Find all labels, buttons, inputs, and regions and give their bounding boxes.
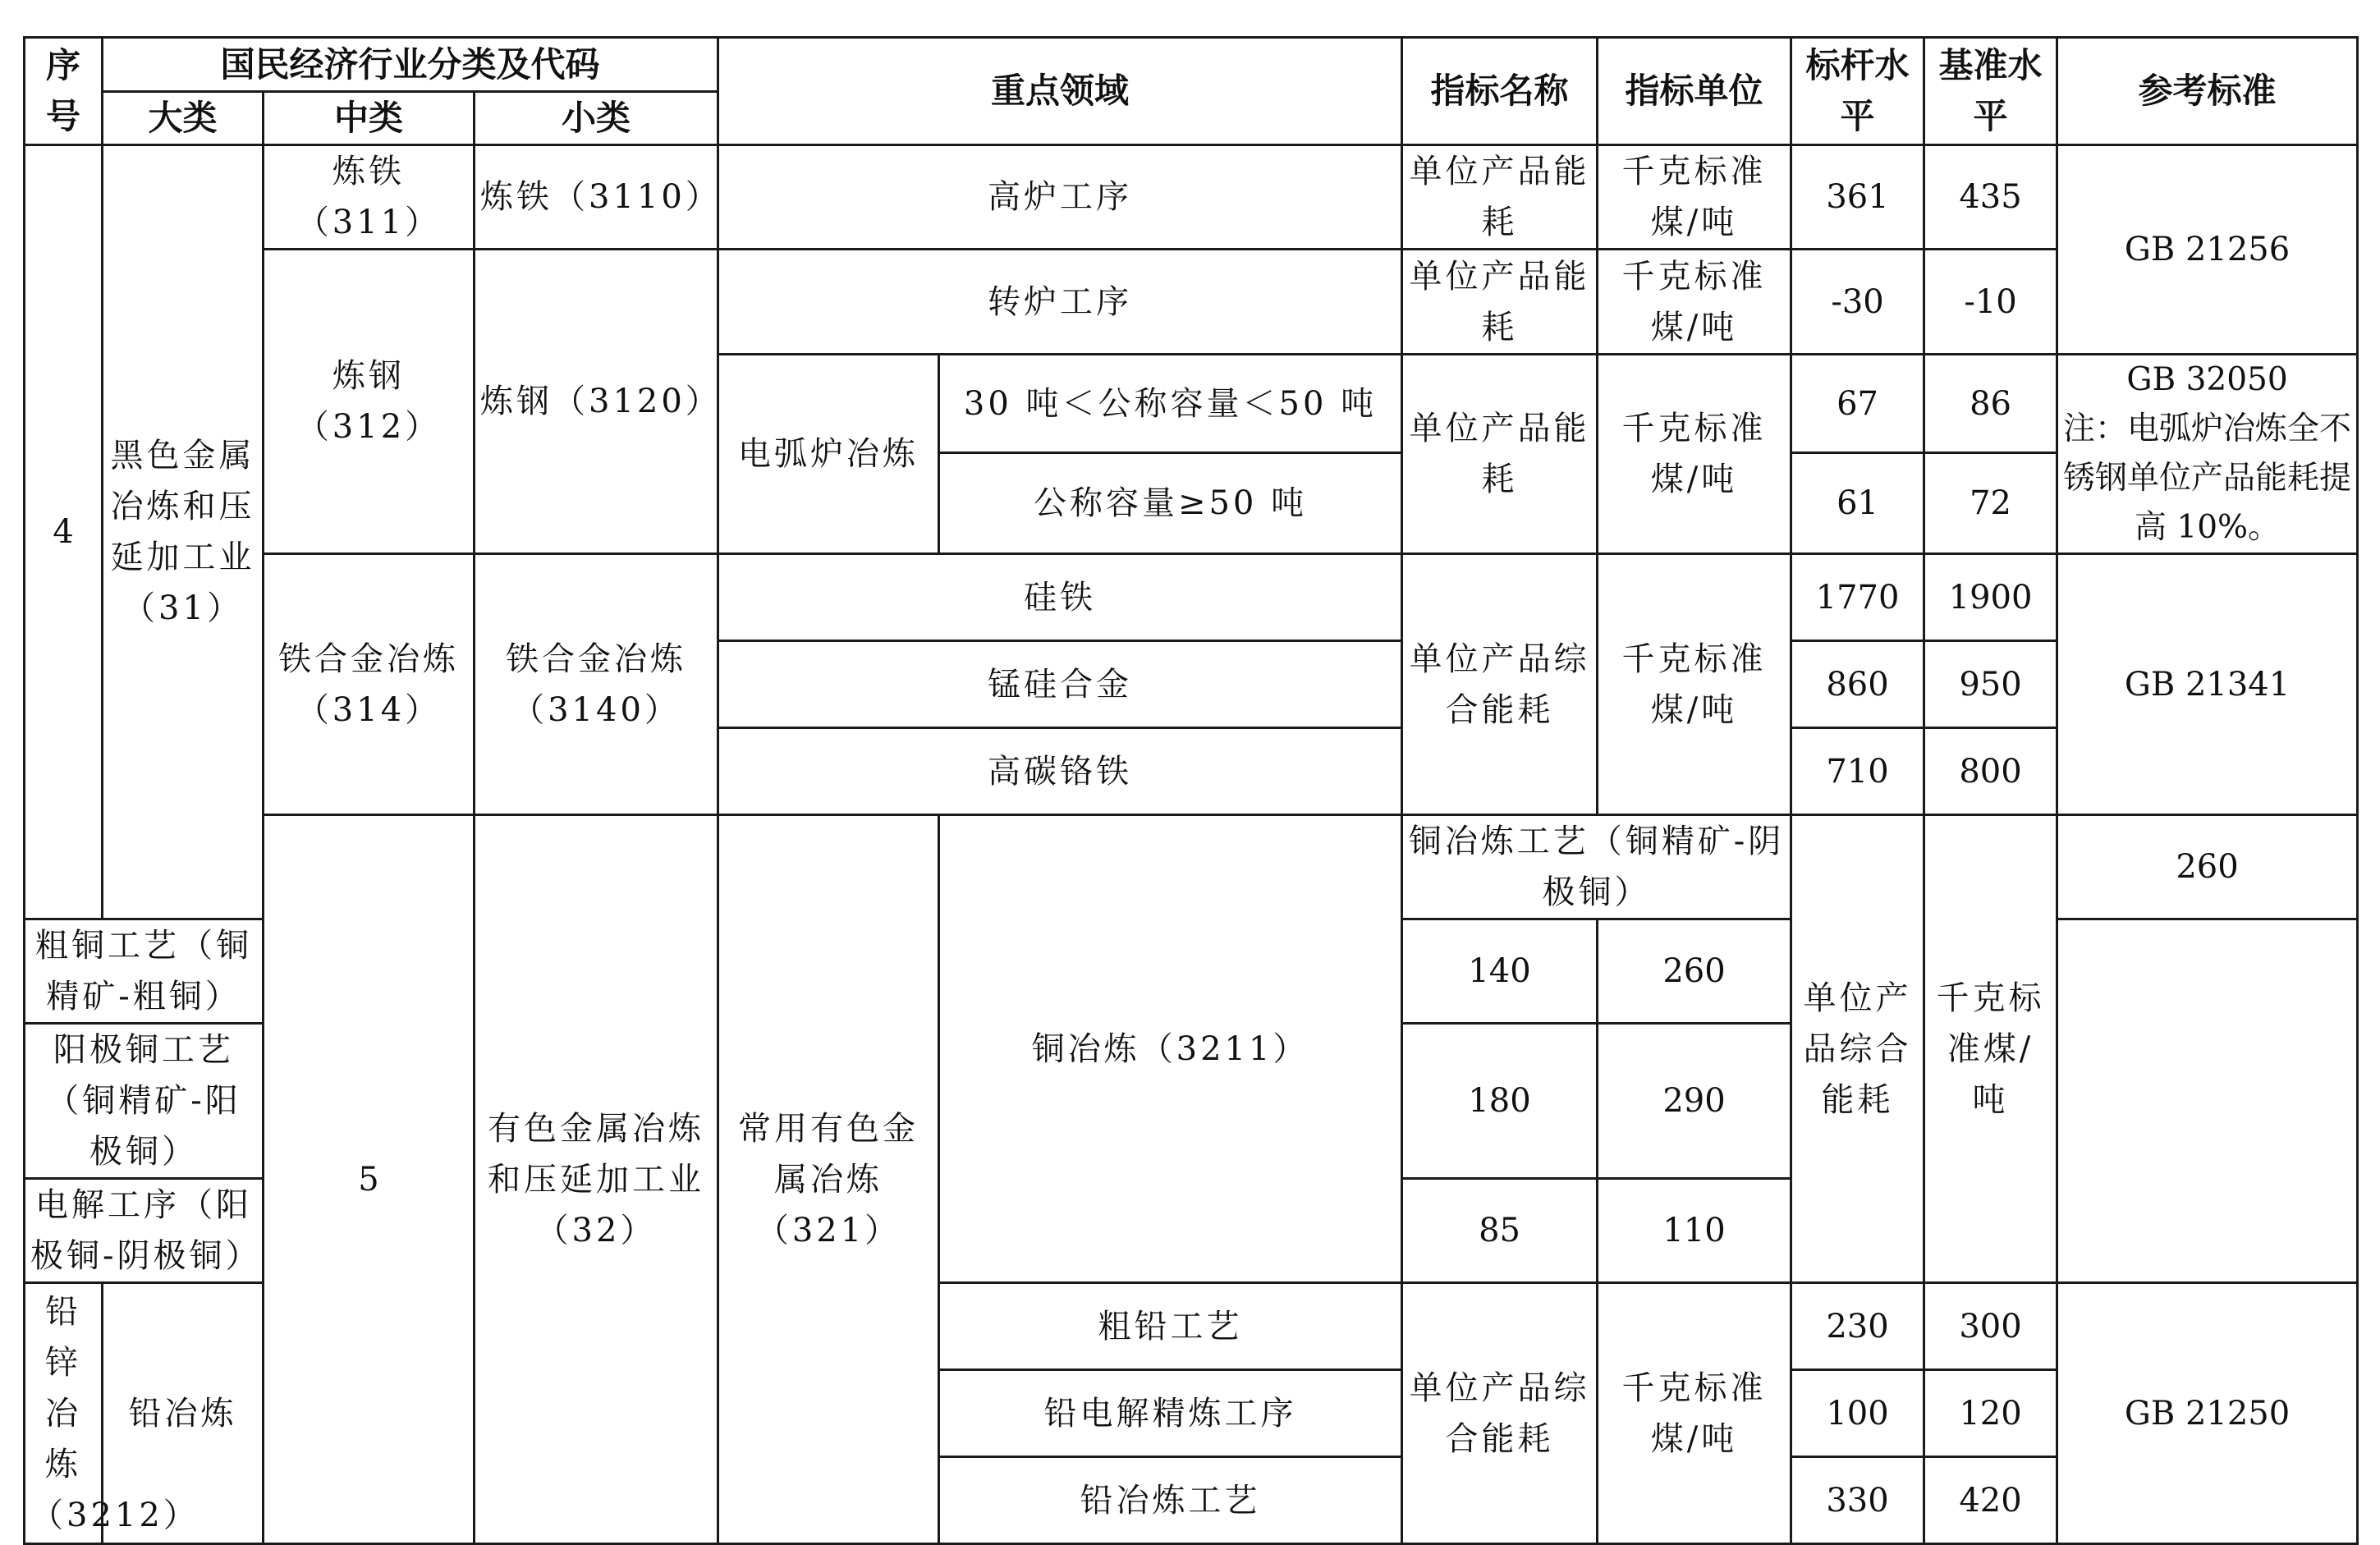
header-baseline: 基准水平 [1924, 38, 2057, 145]
reference-cell: GB 21256 [2057, 145, 2358, 355]
minor-category-cell: 铁合金冶炼（3140） [475, 554, 718, 815]
reference-cell [2057, 355, 2358, 554]
reference-cell: GB 21250 [2057, 1283, 2358, 1544]
benchmark-cell: 710 [1791, 728, 1924, 815]
header-reference: 参考标准 [2057, 38, 2358, 145]
benchmark-cell: 85 [1402, 1179, 1598, 1283]
table-row [25, 815, 2358, 919]
table-row [25, 145, 2358, 250]
baseline-cell: 800 [1924, 728, 2057, 815]
indicator-name-cell: 单位产品综合能耗 [1791, 815, 1924, 1283]
focus-cell: 铅冶炼 [103, 1283, 264, 1544]
baseline-cell: 110 [1598, 1179, 1791, 1283]
medium-category-cell: 炼钢（312） [264, 250, 475, 554]
indicator-name-cell: 单位产品综合能耗 [1402, 554, 1598, 815]
major-category-cell: 有色金属冶炼和压延加工业（32） [475, 815, 718, 1544]
indicator-name-cell: 单位产品能耗 [1402, 355, 1598, 554]
header-major: 大类 [103, 92, 264, 145]
sub-focus-cell: 30 吨＜公称容量＜50 吨 [939, 355, 1402, 453]
baseline-cell: 86 [1924, 355, 2057, 453]
major-category-cell: 黑色金属冶炼和压延加工业（31） [103, 145, 264, 919]
benchmark-cell: 140 [1402, 919, 1598, 1024]
minor-category-cell: 炼钢（3120） [475, 250, 718, 554]
benchmark-cell: -30 [1791, 250, 1924, 355]
focus-cell: 高炉工序 [718, 145, 1402, 250]
focus-cell: 硅铁 [718, 554, 1402, 641]
focus-cell: 铜冶炼工艺（铜精矿-阴极铜） [1402, 815, 1791, 919]
benchmark-cell: 100 [1791, 1370, 1924, 1457]
benchmark-cell: 361 [1791, 145, 1924, 250]
benchmark-cell: 1770 [1791, 554, 1924, 641]
minor-category-cell: 铅锌冶炼（3212） [25, 1283, 103, 1544]
indicator-unit-cell: 千克标准煤/吨 [1924, 815, 2057, 1283]
focus-cell: 电弧炉冶炼 [718, 355, 939, 554]
baseline-cell: 1900 [1924, 554, 2057, 641]
header-benchmark: 标杆水平 [1791, 38, 1924, 145]
header-indicator-unit: 指标单位 [1598, 38, 1791, 145]
sub-focus-cell: 公称容量≥50 吨 [939, 453, 1402, 554]
focus-cell: 阳极铜工艺（铜精矿-阳极铜） [25, 1024, 264, 1179]
baseline-cell: 950 [1924, 641, 2057, 728]
baseline-cell: 420 [1924, 1457, 2057, 1544]
indicator-unit-cell: 千克标准煤/吨 [1598, 250, 1791, 355]
benchmark-cell: 330 [1791, 1457, 1924, 1544]
indicator-unit-cell: 千克标准煤/吨 [1598, 554, 1791, 815]
reference-standard: GB 32050 [2126, 361, 2288, 398]
indicator-unit-cell: 千克标准煤/吨 [1598, 145, 1791, 250]
sub-focus-cell: 铅冶炼工艺 [939, 1457, 1402, 1544]
header-seq: 序号 [25, 38, 103, 145]
benchmark-cell: 260 [2057, 815, 2358, 919]
table-row [25, 554, 2358, 641]
baseline-cell: 72 [1924, 453, 2057, 554]
focus-cell: 电解工序（阳极铜-阴极铜） [25, 1179, 264, 1283]
focus-cell: 高碳铬铁 [718, 728, 1402, 815]
medium-category-cell: 炼铁（311） [264, 145, 475, 250]
benchmark-cell: 860 [1791, 641, 1924, 728]
baseline-cell: -10 [1924, 250, 2057, 355]
indicator-unit-cell: 千克标准煤/吨 [1598, 355, 1791, 554]
baseline-cell: 435 [1924, 145, 2057, 250]
baseline-cell: 260 [1598, 919, 1791, 1024]
benchmark-cell: 230 [1791, 1283, 1924, 1370]
focus-cell: 转炉工序 [718, 250, 1402, 355]
header-focus: 重点领域 [718, 38, 1402, 145]
minor-category-cell: 炼铁（3110） [475, 145, 718, 250]
reference-note: 注：电弧炉冶炼全不锈钢单位产品能耗提高 10%。 [2063, 410, 2352, 546]
table-row [25, 250, 2358, 355]
baseline-cell: 120 [1924, 1370, 2057, 1457]
minor-category-cell: 铜冶炼（3211） [939, 815, 1402, 1283]
baseline-cell: 290 [1598, 1024, 1791, 1179]
indicator-name-cell: 单位产品能耗 [1402, 250, 1598, 355]
energy-benchmark-table [23, 36, 2359, 1545]
medium-category-cell: 铁合金冶炼（314） [264, 554, 475, 815]
header-medium: 中类 [264, 92, 475, 145]
indicator-name-cell: 单位产品综合能耗 [1402, 1283, 1598, 1544]
sub-focus-cell: 粗铅工艺 [939, 1283, 1402, 1370]
seq-cell: 5 [264, 815, 475, 1544]
seq-cell: 4 [25, 145, 103, 919]
header-row-1 [25, 38, 2358, 92]
reference-cell: GB 21341 [2057, 554, 2358, 815]
benchmark-cell: 61 [1791, 453, 1924, 554]
indicator-unit-cell: 千克标准煤/吨 [1598, 1283, 1791, 1544]
header-indicator-name: 指标名称 [1402, 38, 1598, 145]
indicator-name-cell: 单位产品能耗 [1402, 145, 1598, 250]
benchmark-cell: 180 [1402, 1024, 1598, 1179]
baseline-cell: 300 [1924, 1283, 2057, 1370]
medium-category-cell: 常用有色金属冶炼（321） [718, 815, 939, 1544]
focus-cell: 粗铜工艺（铜精矿-粗铜） [25, 919, 264, 1024]
header-industry-group: 国民经济行业分类及代码 [103, 38, 718, 92]
sub-focus-cell: 铅电解精炼工序 [939, 1370, 1402, 1457]
header-minor: 小类 [475, 92, 718, 145]
focus-cell: 锰硅合金 [718, 641, 1402, 728]
benchmark-cell: 67 [1791, 355, 1924, 453]
